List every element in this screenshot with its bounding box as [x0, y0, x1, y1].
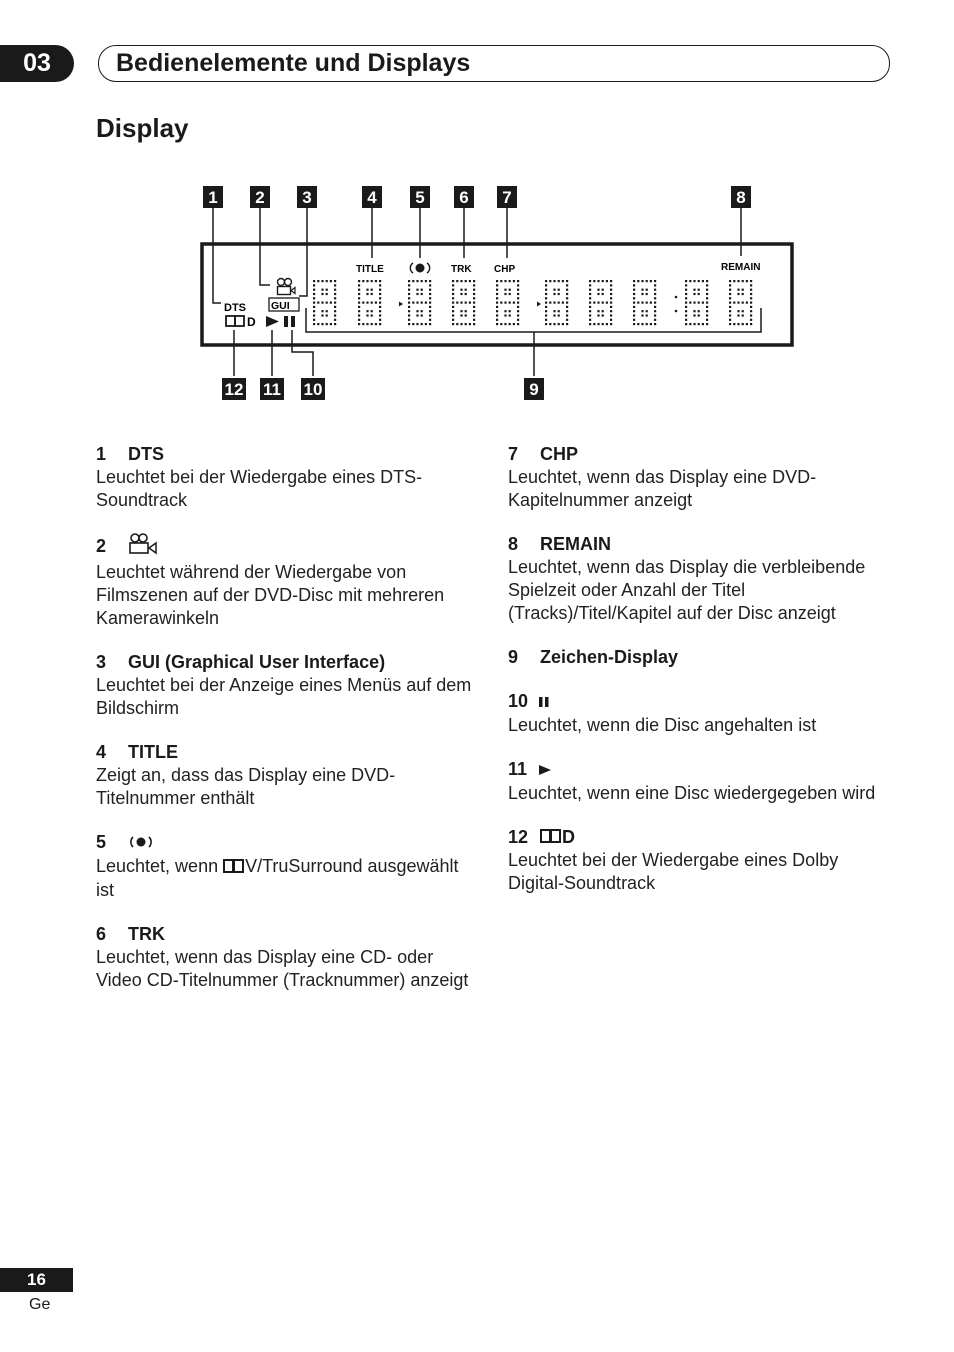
callout-9 — [524, 378, 544, 400]
item-heading — [96, 651, 476, 674]
item-description: Zeigt an, dass das Display eine DVD-Titelnummer enthält — [96, 765, 396, 808]
gui-indicator: GUI — [271, 300, 290, 312]
svg-text:11: 11 — [263, 380, 281, 399]
svg-text:9: 9 — [529, 380, 539, 399]
item-description: Leuchtet während der Wiedergabe von Filmszenen auf der DVD-Disc mit mehreren Kamerawinkeln — [96, 562, 445, 628]
list-item — [96, 831, 476, 902]
item-description: Leuchtet bei der Wiedergabe eines DTS-Soundtrack — [96, 467, 423, 510]
list-item — [508, 690, 888, 737]
item-description: Leuchtet, wenn das Display eine CD- oder Video CD-Titelnummer (Tracknummer) anzeigt — [96, 946, 469, 990]
list-item — [96, 533, 476, 630]
callouts-bottom — [222, 378, 544, 400]
character-cell — [452, 280, 475, 325]
svg-text:12: 12 — [224, 380, 244, 399]
callout-10 — [301, 378, 325, 400]
character-cell — [545, 280, 568, 325]
section-title: Display — [96, 113, 189, 143]
character-cell — [729, 280, 752, 325]
dts-indicator: DTS — [224, 302, 246, 314]
item-number: 8 — [508, 534, 519, 554]
dolby-digital-icon — [540, 826, 562, 849]
item-label: DTS — [128, 444, 164, 464]
dolby-d-indicator: D — [247, 315, 256, 329]
character-display — [313, 280, 752, 325]
item-description: Leuchtet, wenn eine Disc wiedergegeben wird — [508, 782, 876, 803]
item-heading — [96, 741, 476, 764]
item-number: 7 — [508, 444, 519, 464]
list-item — [96, 651, 476, 720]
item-description: Leuchtet bei der Anzeige eines Menüs auf dem Bildschirm — [96, 675, 472, 718]
colon-dot — [675, 296, 678, 299]
separator-mark — [399, 302, 403, 307]
character-cell — [589, 280, 612, 325]
play-icon — [266, 316, 279, 327]
item-number: 9 — [508, 647, 519, 667]
remain-indicator: REMAIN — [721, 262, 761, 273]
page-language: Ge — [29, 1296, 51, 1313]
item-label: TITLE — [128, 742, 178, 762]
character-cell — [408, 280, 431, 325]
svg-text:6: 6 — [459, 188, 469, 207]
pause-icon — [538, 691, 550, 714]
list-item — [508, 646, 888, 669]
colon-dot — [675, 310, 678, 313]
character-cell — [313, 280, 336, 325]
title-indicator: TITLE — [356, 264, 384, 275]
item-label: CHP — [540, 444, 579, 464]
character-cell — [496, 280, 519, 325]
svg-text:1: 1 — [208, 188, 218, 207]
page-number: 16 — [0, 1268, 73, 1292]
callout-5 — [410, 186, 430, 208]
item-label: TRK — [128, 923, 165, 944]
separator-mark — [537, 302, 541, 307]
dolby-digital-icon — [226, 316, 244, 326]
svg-text:8: 8 — [736, 188, 746, 207]
svg-text:2: 2 — [255, 188, 265, 207]
character-cell — [358, 280, 381, 325]
front-panel-display-diagram — [195, 180, 799, 408]
item-heading — [96, 831, 476, 855]
camera-angle-icon — [128, 533, 158, 561]
list-item — [96, 741, 476, 810]
item-number: 4 — [96, 742, 107, 762]
item-label: Zeichen-Display — [540, 647, 679, 667]
item-number: 5 — [96, 832, 107, 852]
callout-7 — [497, 186, 517, 208]
callout-8 — [731, 186, 751, 208]
item-description-part: V/TruSurround ausgewählt ist — [96, 855, 459, 900]
description-column-left — [96, 443, 476, 1013]
callout-11 — [260, 378, 284, 400]
item-heading — [508, 758, 888, 782]
item-heading — [508, 826, 888, 850]
play-icon — [538, 759, 552, 782]
surround-icon — [410, 263, 429, 273]
chapter-number: 03 — [0, 45, 74, 82]
item-description: Leuchtet, wenn das Display die verbleibende Spielzeit oder Anzahl der Titel (Tracks)/Titel/Kapitel auf der Disc anzeigt — [508, 557, 866, 623]
callouts-top — [203, 186, 751, 208]
list-item — [96, 443, 476, 512]
callout-3 — [297, 186, 317, 208]
item-description: Leuchtet, wenn das Display eine DVD-Kapitelnummer anzeigt — [508, 467, 817, 510]
list-item — [508, 533, 888, 625]
svg-text:7: 7 — [502, 188, 512, 207]
character-cell — [633, 280, 656, 325]
description-column-right — [508, 443, 888, 916]
item-label: D — [562, 826, 575, 847]
item-number: 1 — [96, 444, 107, 464]
item-label: GUI (Graphical User Interface) — [128, 652, 386, 672]
callout-1 — [203, 186, 223, 208]
item-heading — [96, 923, 476, 946]
item-description — [96, 855, 476, 902]
pause-icon — [284, 316, 295, 327]
item-heading — [508, 690, 888, 714]
item-description: Leuchtet bei der Wiedergabe eines Dolby Digital-Soundtrack — [508, 850, 839, 894]
item-heading — [508, 646, 888, 669]
item-number: 10 — [508, 691, 529, 711]
item-number: 11 — [508, 758, 528, 779]
character-cell — [685, 280, 708, 325]
callout-6 — [454, 186, 474, 208]
svg-text:10: 10 — [303, 380, 323, 399]
chapter-title: Bedienelemente und Displays — [116, 49, 471, 77]
trk-indicator: TRK — [451, 264, 472, 275]
dolby-digital-icon — [223, 856, 245, 879]
chp-indicator: CHP — [494, 264, 516, 275]
item-number: 2 — [96, 535, 107, 556]
camera-angle-icon — [278, 279, 296, 295]
item-number: 12 — [508, 826, 529, 847]
item-number: 3 — [96, 652, 107, 672]
item-heading — [96, 533, 476, 561]
item-number: 6 — [96, 923, 107, 944]
list-item — [508, 758, 888, 805]
list-item — [508, 443, 888, 512]
svg-text:3: 3 — [302, 188, 312, 207]
item-heading — [96, 443, 476, 466]
surround-icon — [128, 832, 154, 855]
callout-2 — [250, 186, 270, 208]
callout-12 — [222, 378, 246, 400]
item-label: REMAIN — [540, 534, 611, 554]
svg-text:4: 4 — [367, 188, 377, 207]
item-heading — [508, 533, 888, 556]
list-item — [508, 826, 888, 896]
item-description: Leuchtet, wenn die Disc angehalten ist — [508, 714, 817, 735]
callout-4 — [362, 186, 382, 208]
item-heading — [508, 443, 888, 466]
svg-text:5: 5 — [415, 188, 425, 207]
list-item — [96, 923, 476, 992]
item-description-part: Leuchtet, wenn — [96, 855, 224, 876]
